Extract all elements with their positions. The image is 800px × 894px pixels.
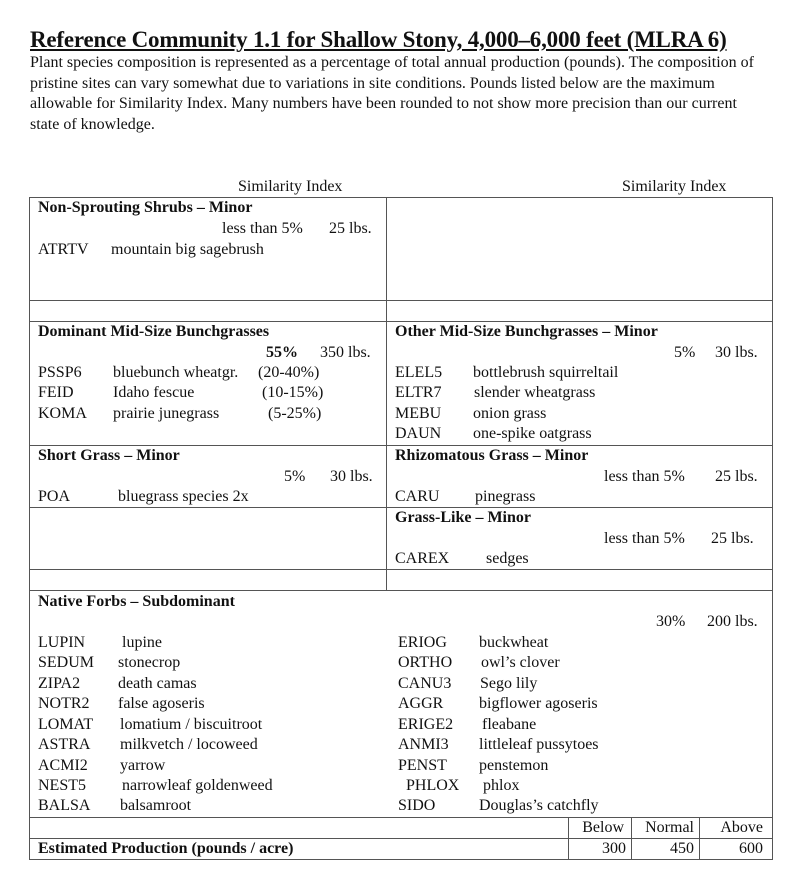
species-name: stonecrop xyxy=(118,654,181,671)
divider xyxy=(29,300,773,301)
group-pounds: 25 lbs. xyxy=(715,468,758,485)
group-heading: Non-Sprouting Shrubs – Minor xyxy=(38,199,253,216)
divider xyxy=(29,197,773,198)
species-name: mountain big sagebrush xyxy=(111,241,264,258)
divider xyxy=(29,838,773,839)
group-heading: Short Grass – Minor xyxy=(38,447,180,464)
production-label: Estimated Production (pounds / acre) xyxy=(38,840,294,857)
species-code: KOMA xyxy=(38,405,87,422)
similarity-index-label-left: Similarity Index xyxy=(238,178,343,195)
group-percent: 5% xyxy=(674,344,696,361)
group-pounds: 25 lbs. xyxy=(711,530,754,547)
species-name: milkvetch / locoweed xyxy=(120,736,258,753)
species-code: PSSP6 xyxy=(38,364,82,381)
species-code: CARU xyxy=(395,488,440,505)
species-code: PHLOX xyxy=(406,777,460,794)
similarity-index-label-right: Similarity Index xyxy=(622,178,727,195)
group-pounds: 25 lbs. xyxy=(329,220,372,237)
species-range: (5-25%) xyxy=(268,405,322,422)
species-name: Idaho fescue xyxy=(113,384,195,401)
species-range: (10-15%) xyxy=(262,384,324,401)
divider xyxy=(29,859,773,860)
species-name: buckwheat xyxy=(479,634,549,651)
production-value-above: 600 xyxy=(739,840,763,857)
divider xyxy=(29,569,773,570)
species-code: CAREX xyxy=(395,550,450,567)
species-code: ERIGE2 xyxy=(398,716,454,733)
species-name: onion grass xyxy=(473,405,547,422)
species-name: sedges xyxy=(486,550,529,567)
species-name: one-spike oatgrass xyxy=(473,425,592,442)
species-name: bottlebrush squirreltail xyxy=(473,364,619,381)
group-pounds: 350 lbs. xyxy=(320,344,371,361)
group-heading: Rhizomatous Grass – Minor xyxy=(395,447,589,464)
species-name: slender wheatgrass xyxy=(474,384,596,401)
divider xyxy=(29,590,773,591)
species-code: PENST xyxy=(398,757,447,774)
species-code: CANU3 xyxy=(398,675,452,692)
species-name: lupine xyxy=(122,634,162,651)
production-header-above: Above xyxy=(720,819,763,836)
divider xyxy=(386,197,387,591)
divider xyxy=(29,817,773,818)
species-code: ATRTV xyxy=(38,241,89,258)
divider xyxy=(772,197,773,860)
species-name: prairie junegrass xyxy=(113,405,220,422)
page-title: Reference Community 1.1 for Shallow Stony, 4,000–6,000 feet (MLRA 6) xyxy=(30,27,727,52)
species-code: BALSA xyxy=(38,797,91,814)
species-code: ELEL5 xyxy=(395,364,443,381)
species-code: NOTR2 xyxy=(38,695,90,712)
group-heading: Native Forbs – Subdominant xyxy=(38,593,235,610)
group-percent: less than 5% xyxy=(604,468,685,485)
species-name: bluegrass species 2x xyxy=(118,488,249,505)
species-code: FEID xyxy=(38,384,74,401)
species-name: littleleaf pussytoes xyxy=(479,736,599,753)
group-pounds: 30 lbs. xyxy=(330,468,373,485)
group-percent: less than 5% xyxy=(604,530,685,547)
species-name: pinegrass xyxy=(475,488,536,505)
group-pounds: 200 lbs. xyxy=(707,613,758,630)
species-name: bluebunch wheatgr. xyxy=(113,364,239,381)
species-name: false agoseris xyxy=(118,695,205,712)
group-percent: 5% xyxy=(284,468,306,485)
species-name: Sego lily xyxy=(480,675,538,692)
species-name: lomatium / biscuitroot xyxy=(120,716,263,733)
species-code: NEST5 xyxy=(38,777,86,794)
species-name: balsamroot xyxy=(120,797,192,814)
intro-paragraph: Plant species composition is represented as a percentage of total annual production (pounds). The composition of pristine sites can vary somewhat due to variations in site conditions. Pounds listed below are the maximum allowable for Similarity Index. Many numbers have been rounded to not show more precision than our current state of knowledge. xyxy=(30,54,754,133)
divider xyxy=(29,197,30,860)
species-name: narrowleaf goldenweed xyxy=(122,777,273,794)
group-percent: 55% xyxy=(266,344,298,361)
species-code: ZIPA2 xyxy=(38,675,81,692)
species-code: ANMI3 xyxy=(398,736,449,753)
divider xyxy=(29,321,773,322)
species-name: yarrow xyxy=(120,757,166,774)
group-heading: Other Mid-Size Bunchgrasses – Minor xyxy=(395,323,658,340)
species-code: LOMAT xyxy=(38,716,94,733)
species-name: fleabane xyxy=(482,716,537,733)
species-code: LUPIN xyxy=(38,634,86,651)
species-name: owl’s clover xyxy=(481,654,560,671)
production-header-below: Below xyxy=(582,819,624,836)
species-range: (20-40%) xyxy=(258,364,320,381)
divider xyxy=(386,507,773,508)
species-code: AGGR xyxy=(398,695,444,712)
species-code: POA xyxy=(38,488,71,505)
species-code: SEDUM xyxy=(38,654,95,671)
species-code: ERIOG xyxy=(398,634,447,651)
species-code: SIDO xyxy=(398,797,436,814)
species-code: ELTR7 xyxy=(395,384,442,401)
group-percent: 30% xyxy=(656,613,686,630)
species-code: MEBU xyxy=(395,405,442,422)
species-code: ASTRA xyxy=(38,736,91,753)
species-code: ORTHO xyxy=(398,654,453,671)
species-code: DAUN xyxy=(395,425,442,442)
species-name: bigflower agoseris xyxy=(479,695,598,712)
group-heading: Grass-Like – Minor xyxy=(395,509,531,526)
production-header-normal: Normal xyxy=(645,819,694,836)
group-percent: less than 5% xyxy=(222,220,303,237)
species-code: ACMI2 xyxy=(38,757,88,774)
group-heading: Dominant Mid-Size Bunchgrasses xyxy=(38,323,270,340)
production-value-normal: 450 xyxy=(670,840,694,857)
divider xyxy=(29,445,773,446)
species-name: Douglas’s catchfly xyxy=(479,797,599,814)
species-name: penstemon xyxy=(479,757,549,774)
production-value-below: 300 xyxy=(602,840,626,857)
species-name: death camas xyxy=(118,675,197,692)
species-name: phlox xyxy=(483,777,520,794)
group-pounds: 30 lbs. xyxy=(715,344,758,361)
